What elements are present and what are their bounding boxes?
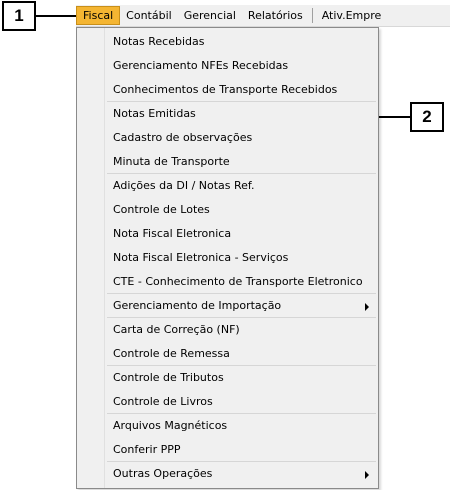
callout-1-pointer	[36, 15, 76, 17]
menu-item-label: Adições da DI / Notas Ref.	[113, 179, 255, 192]
menu-item-minuta-de-transporte[interactable]	[77, 150, 378, 174]
submenu-arrow-icon	[365, 471, 369, 479]
menu-item-label: Nota Fiscal Eletronica - Serviços	[113, 251, 289, 264]
menu-item-nota-fiscal-eletronica-servicos[interactable]	[77, 246, 378, 270]
menu-item-label: Controle de Livros	[113, 395, 213, 408]
menu-gerencial[interactable]: Gerencial	[183, 9, 236, 22]
menu-item-adicoes-da-di-notas-ref[interactable]	[77, 174, 378, 198]
menu-item-conferir-ppp[interactable]	[77, 438, 378, 462]
menu-item-label: Gerenciamento de Importação	[113, 299, 282, 312]
fiscal-dropdown-menu	[76, 27, 379, 489]
menu-item-label: Arquivos Magnéticos	[113, 419, 228, 432]
menu-item-arquivos-magneticos[interactable]	[77, 414, 378, 438]
menu-item-label: Carta de Correção (NF)	[113, 323, 240, 336]
menu-item-label: Controle de Remessa	[113, 347, 230, 360]
menu-item-label: Controle de Lotes	[113, 203, 210, 216]
menu-separator	[312, 8, 313, 23]
menu-relatorios[interactable]: Relatórios	[247, 9, 303, 22]
menu-item-notas-emitidas[interactable]	[77, 102, 378, 126]
menu-item-controle-de-tributos[interactable]	[77, 366, 378, 390]
menu-item-gerenciamento-nfes-recebidas[interactable]	[77, 54, 378, 78]
menu-item-nota-fiscal-eletronica[interactable]	[77, 222, 378, 246]
menu-item-label: Conferir PPP	[113, 443, 181, 456]
menu-item-label: Gerenciamento NFEs Recebidas	[113, 59, 289, 72]
menu-items-list	[77, 30, 378, 486]
menu-item-controle-de-lotes[interactable]	[77, 198, 378, 222]
menu-item-notas-recebidas[interactable]	[77, 30, 378, 54]
menu-item-label: CTE - Conhecimento de Transporte Eletronico	[113, 275, 363, 288]
menu-ativ-empre[interactable]: Ativ.Empre	[321, 9, 382, 22]
menu-item-outras-operacoes[interactable]	[77, 462, 378, 486]
submenu-arrow-icon	[365, 303, 369, 311]
menu-item-label: Notas Emitidas	[113, 107, 196, 120]
callout-2: 2	[410, 102, 444, 132]
menu-item-conhecimentos-de-transporte-recebidos[interactable]	[77, 78, 378, 102]
menu-item-controle-de-livros[interactable]	[77, 390, 378, 414]
menu-item-label: Notas Recebidas	[113, 35, 205, 48]
menu-item-controle-de-remessa[interactable]	[77, 342, 378, 366]
menu-contabil[interactable]: Contábil	[126, 9, 172, 22]
menu-item-label: Minuta de Transporte	[113, 155, 230, 168]
menu-item-label: Conhecimentos de Transporte Recebidos	[113, 83, 338, 96]
menu-item-label: Cadastro de observações	[113, 131, 253, 144]
menu-item-cte-conhecimento-de-transporte-eletronico[interactable]	[77, 270, 378, 294]
menu-item-label: Outras Operações	[113, 467, 213, 480]
callout-1: 1	[2, 1, 36, 31]
menu-item-cadastro-de-observacoes[interactable]	[77, 126, 378, 150]
menu-item-carta-de-correcao-nf[interactable]	[77, 318, 378, 342]
menu-fiscal[interactable]: Fiscal	[76, 6, 120, 25]
menu-item-label: Nota Fiscal Eletronica	[113, 227, 232, 240]
menu-item-gerenciamento-de-importacao[interactable]	[77, 294, 378, 318]
menu-bar	[76, 5, 450, 27]
menu-item-label: Controle de Tributos	[113, 371, 224, 384]
